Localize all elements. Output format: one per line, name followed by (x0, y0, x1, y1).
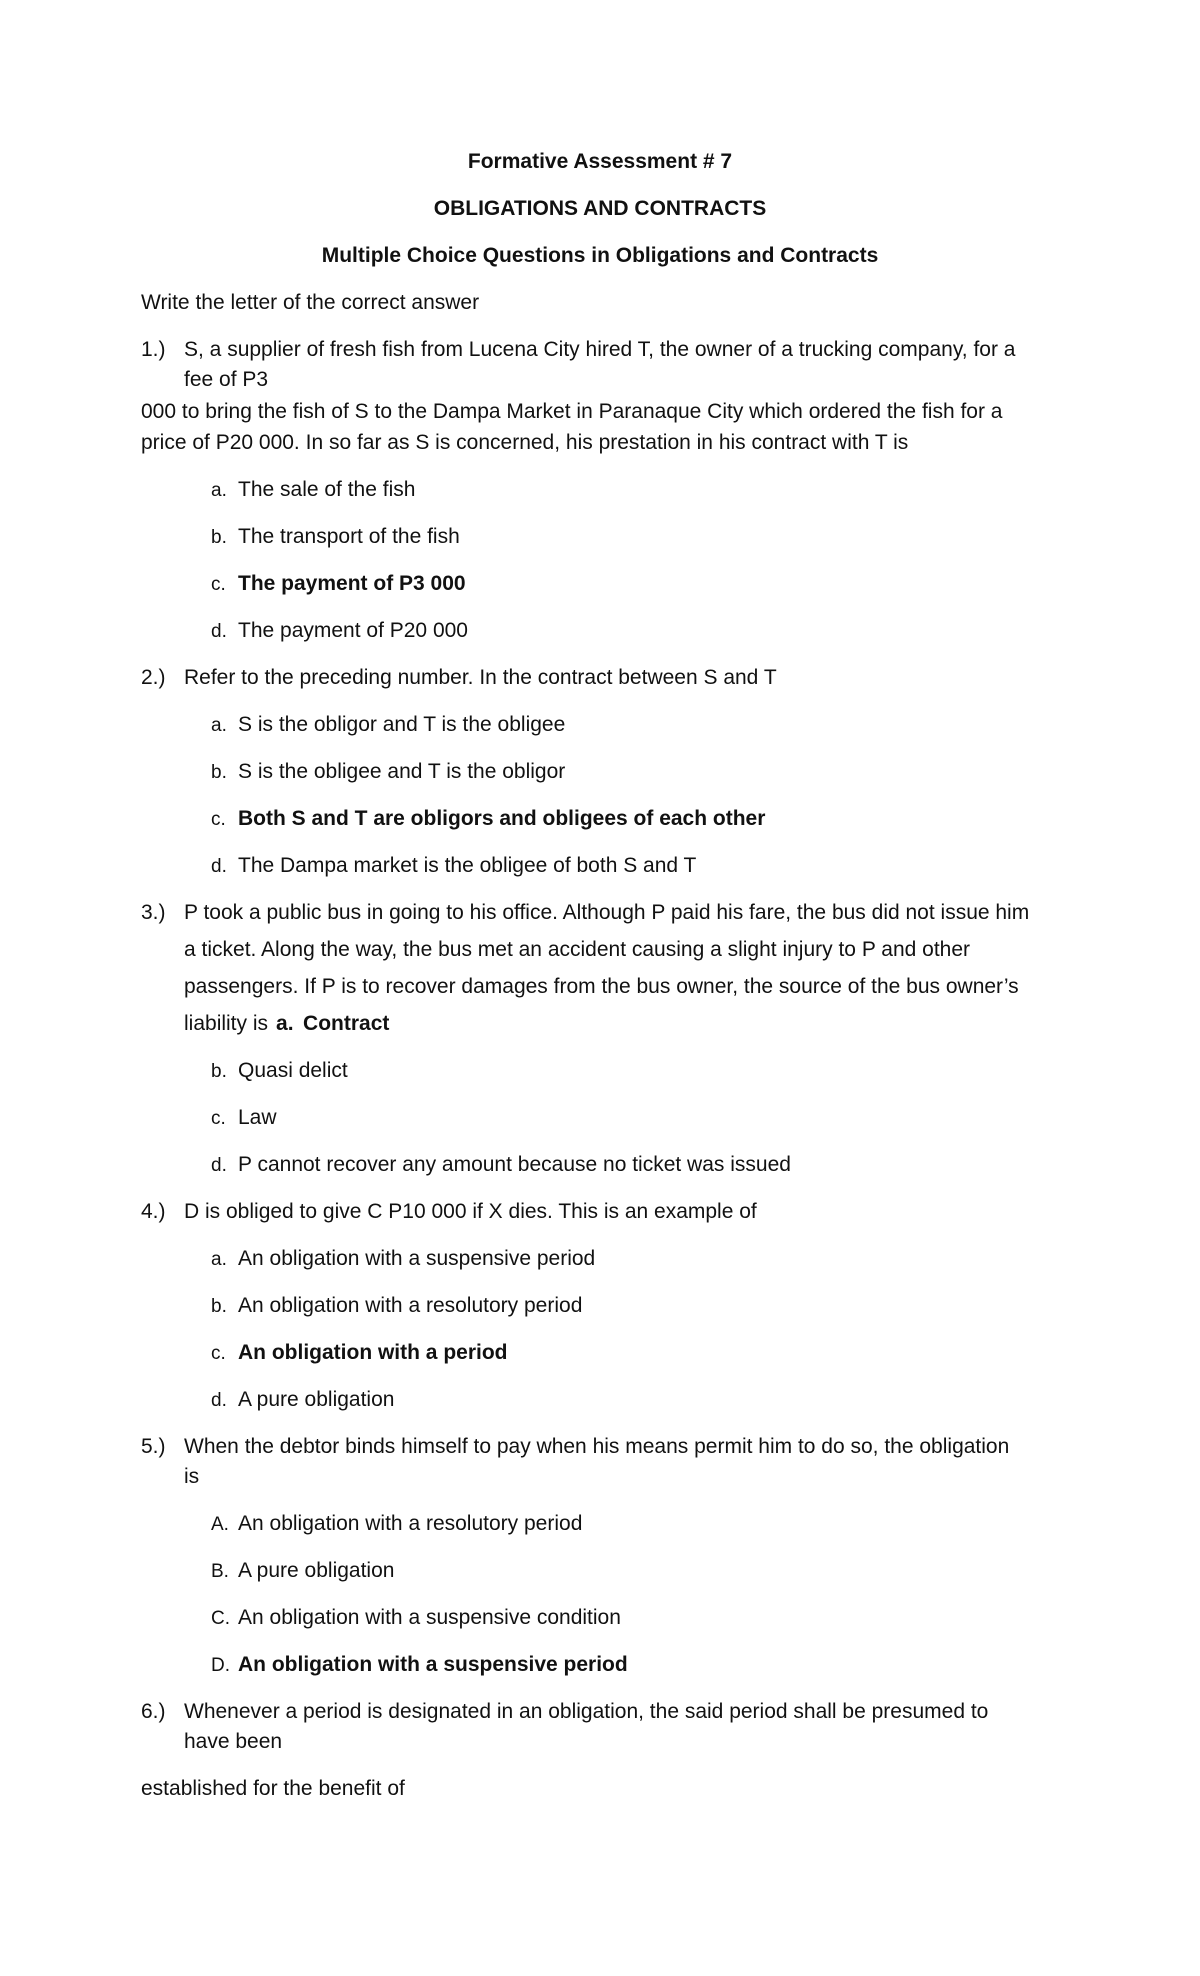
option-letter: c. (211, 1108, 226, 1129)
question-number: 6.) (141, 1700, 166, 1723)
question-text: a ticket. Along the way, the bus met an accident causing a slight injury to P and other (184, 938, 971, 961)
option-letter: b. (211, 1061, 227, 1082)
option-text: The payment of P20 000 (238, 619, 468, 642)
option-item (211, 758, 565, 787)
option-letter: c. (211, 1343, 226, 1364)
question-text: fee of P3 (184, 368, 269, 391)
option-letter: d. (211, 1155, 227, 1176)
option-text: An obligation with a suspensive period (238, 1247, 596, 1270)
option-text: S is the obligor and T is the obligee (238, 713, 566, 736)
option-text: An obligation with a suspensive condition (238, 1606, 621, 1629)
question-text: D is obliged to give C P10 000 if X dies. This is an example of (184, 1200, 757, 1223)
option-text: Law (238, 1106, 277, 1129)
option-letter: B. (211, 1561, 229, 1582)
option-text-correct: An obligation with a suspensive period (238, 1653, 628, 1676)
question-text: S, a supplier of fresh fish from Lucena City hired T, the owner of a trucking company, for a (184, 338, 1016, 361)
question-number: 5.) (141, 1435, 166, 1458)
option-letter: d. (211, 1390, 227, 1411)
option-item (211, 1292, 582, 1321)
option-letter: a. (211, 1249, 227, 1270)
option-letter: d. (211, 621, 227, 642)
question-text: price of P20 000. In so far as S is concerned, his prestation in his contract with T is (141, 431, 909, 454)
option-text: An obligation with a resolutory period (238, 1512, 583, 1535)
option-letter: a. (276, 1012, 294, 1035)
subject-heading: OBLIGATIONS AND CONTRACTS (433, 197, 767, 220)
option-text: The Dampa market is the obligee of both S and T (238, 854, 697, 877)
inline-option-correct (268, 1012, 389, 1035)
option-letter: C. (211, 1608, 230, 1629)
question-text: is (184, 1465, 200, 1488)
question-text: established for the benefit of (141, 1777, 405, 1800)
option-item (211, 1510, 582, 1539)
question-text: passengers. If P is to recover damages from the bus owner, the source of the bus owner’s (184, 975, 1019, 998)
option-letter: a. (211, 480, 227, 501)
option-text: The sale of the fish (238, 478, 416, 501)
option-item (211, 523, 460, 552)
question-text: Refer to the preceding number. In the contract between S and T (184, 666, 777, 689)
question-text: When the debtor binds himself to pay when his means permit him to do so, the obligation (184, 1435, 1010, 1458)
option-letter: d. (211, 856, 227, 877)
option-item (211, 617, 468, 646)
option-text: A pure obligation (238, 1559, 395, 1582)
option-text-correct: Contract (303, 1012, 390, 1035)
option-text: S is the obligee and T is the obligor (238, 760, 566, 783)
option-letter: b. (211, 1296, 227, 1317)
question-text: liability is (184, 1012, 269, 1035)
option-letter: b. (211, 762, 227, 783)
option-item (211, 711, 565, 740)
option-letter: c. (211, 809, 226, 830)
option-text: A pure obligation (238, 1388, 395, 1411)
option-item-answer (211, 1339, 507, 1368)
question-text: P took a public bus in going to his office. Although P paid his fare, the bus did not issue him (184, 901, 1030, 924)
option-letter: a. (211, 715, 227, 736)
option-text: Quasi delict (238, 1059, 348, 1082)
option-item (211, 1245, 595, 1274)
option-letter: c. (211, 574, 226, 595)
question-text: have been (184, 1730, 283, 1753)
option-item (211, 1104, 277, 1133)
option-item (211, 1557, 394, 1586)
option-item (211, 476, 415, 505)
option-item (211, 1057, 348, 1086)
option-text: P cannot recover any amount because no ticket was issued (238, 1153, 791, 1176)
option-item-answer (211, 805, 765, 834)
question-text-with-answer (184, 1010, 389, 1038)
option-text: The transport of the fish (238, 525, 460, 548)
option-item-answer (211, 1651, 628, 1680)
option-letter: b. (211, 527, 227, 548)
option-item (211, 852, 696, 881)
question-number: 1.) (141, 338, 166, 361)
question-text: 000 to bring the fish of S to the Dampa Market in Paranaque City which ordered the fish for a (141, 400, 1003, 423)
instruction-text: Write the letter of the correct answer (141, 291, 480, 314)
option-letter: D. (211, 1655, 230, 1676)
question-text: Whenever a period is designated in an obligation, the said period shall be presumed to (184, 1700, 989, 1723)
option-letter: A. (211, 1514, 229, 1535)
option-text-correct: Both S and T are obligors and obligees of each other (238, 807, 766, 830)
option-text-correct: An obligation with a period (238, 1341, 508, 1364)
question-number: 4.) (141, 1200, 166, 1223)
option-item-answer (211, 570, 466, 599)
document-title: Formative Assessment # 7 (467, 150, 733, 173)
question-number: 2.) (141, 666, 166, 689)
option-item (211, 1151, 791, 1180)
option-item (211, 1604, 621, 1633)
question-number: 3.) (141, 901, 166, 924)
subtitle-heading: Multiple Choice Questions in Obligations and Contracts (321, 244, 879, 267)
option-item (211, 1386, 394, 1415)
option-text: An obligation with a resolutory period (238, 1294, 583, 1317)
option-text-correct: The payment of P3 000 (238, 572, 466, 595)
